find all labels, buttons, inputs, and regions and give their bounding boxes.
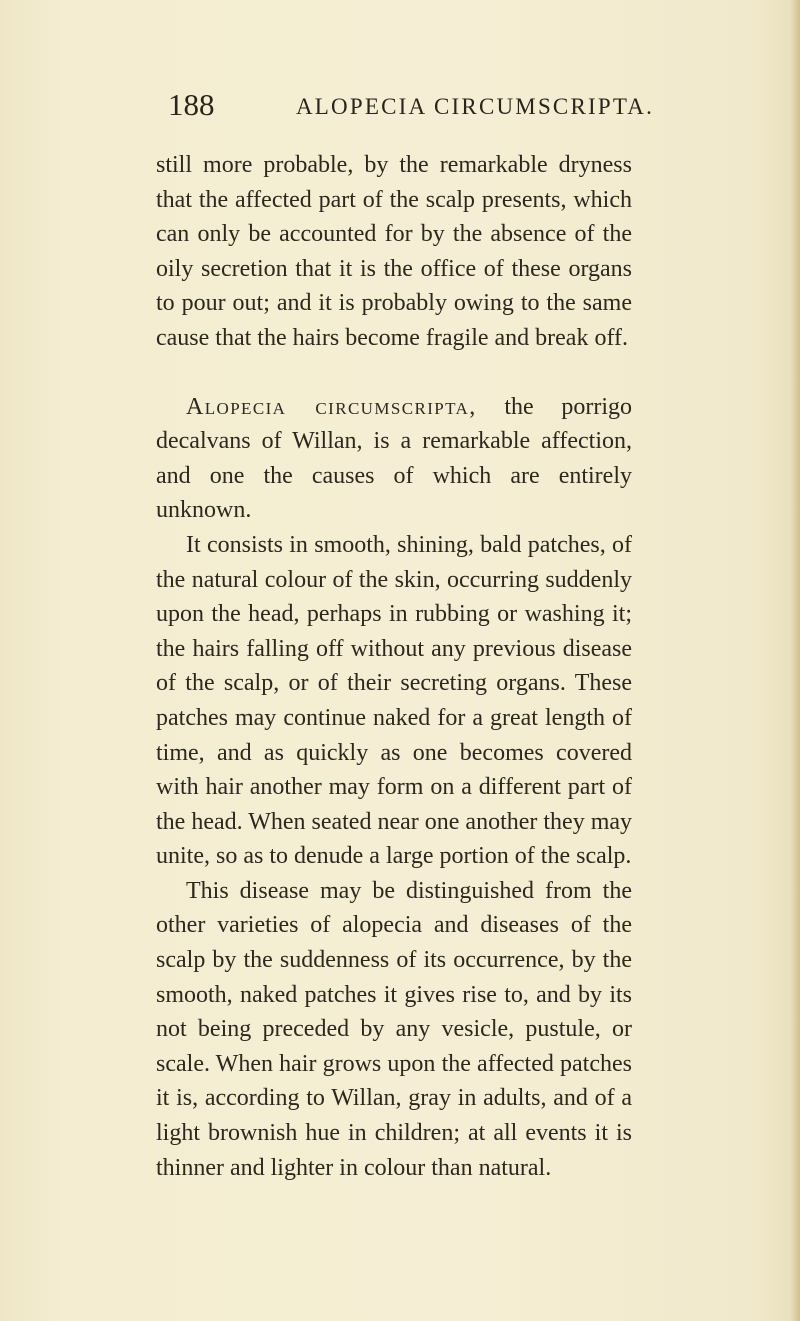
running-title: ALOPECIA CIRCUMSCRIPTA. (296, 94, 655, 119)
page-header (168, 86, 655, 130)
section-break (156, 356, 632, 390)
paragraph-definition-text: the porrigo decalvans of Willan, is a remarkable affection, and one the causes of which are entirely unknown. (156, 393, 632, 524)
paragraph-description: It consists in smooth, shining, bald patches, of the natural colour of the skin, occurring suddenly upon the head, perhaps in rubbing or washing it; the hairs falling off without any previous disease of the scalp, or of their secreting organs. These patches may continue naked for a great length of time, and as quickly as one becomes covered with hair another may form on a different part of the head. When seated near one another they may unite, so as to denude a large portion of the scalp. (156, 531, 633, 870)
paragraph-diagnosis: This disease may be distinguished from the other varieties of alopecia and diseases of the scalp by the suddenness of its occurrence, by the smooth, naked patches it gives rise to, and by its not being preceded by any vesicle, pustule, or scale. When hair grows upon the affected patches it is, according to Willan, gray in adults, and of a light brownish hue in children; at all events it is thinner and lighter in colour than natural. (156, 877, 632, 1181)
page-number: 188 (168, 87, 215, 122)
paragraph-continuation: still more probable, by the remarkable dryness that the affected part of the scalp presents, which can only be accounted for by the absence of the oily secretion that it is the office of these organs to pour out; and it is probably owing to the same cause that the hairs become fragile and break off. (156, 152, 632, 351)
term-lead: Alopecia circumscripta, (186, 393, 477, 420)
paragraph-definition (156, 390, 632, 528)
body-text (156, 148, 632, 1185)
page-edge (790, 0, 800, 1321)
